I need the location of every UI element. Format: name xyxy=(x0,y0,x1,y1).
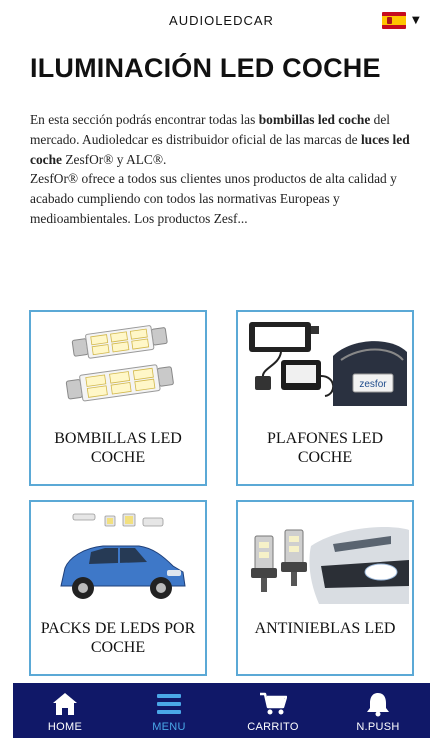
language-selector[interactable] xyxy=(382,12,420,29)
fog-light-bulbs-image xyxy=(241,506,411,606)
caret-down-icon: ▼ xyxy=(412,15,420,26)
category-label: BOMBILLAS LED COCHE xyxy=(54,430,182,466)
spain-flag-icon xyxy=(382,12,406,29)
bottom-nav xyxy=(13,683,430,738)
home-icon xyxy=(51,691,79,717)
category-card-antinieblas[interactable] xyxy=(236,500,414,676)
nav-label: HOME xyxy=(47,721,83,733)
nav-home[interactable] xyxy=(13,683,117,738)
intro-bold-luces: luces led coche xyxy=(30,131,410,167)
cart-icon xyxy=(259,691,287,717)
intro-text-part: ZesfOr® y ALC®. xyxy=(61,151,167,167)
zesfor-plate-text: zesfor xyxy=(359,379,387,390)
intro-text-part: En esta sección podrás encontrar todas las xyxy=(30,112,259,127)
nav-label: MENU xyxy=(152,721,186,733)
intro-text-part: ZesfOr® ofrece a todos sus clientes unos productos de alta calidad y acabado cumpliendo con todos las normativas Europeas y medioambientales. Los productos Zesf... xyxy=(30,171,397,226)
category-card-plafones[interactable] xyxy=(236,310,414,486)
nav-label: N.PUSH xyxy=(356,721,400,733)
car-led-pack-image xyxy=(43,508,193,608)
nav-cart[interactable] xyxy=(221,683,325,738)
brand-title[interactable]: AUDIOLEDCAR xyxy=(169,13,274,28)
nav-menu[interactable] xyxy=(117,683,221,738)
intro-bold-bombillas: bombillas led coche xyxy=(258,112,371,127)
category-card-packs[interactable] xyxy=(29,500,207,676)
top-bar xyxy=(0,0,443,44)
festoon-led-bulbs-image xyxy=(59,320,179,410)
category-label: ANTINIEBLAS LED xyxy=(254,620,396,637)
category-label: PACKS DE LEDS POR COCHE xyxy=(40,620,196,656)
intro-text xyxy=(30,110,410,229)
nav-label: CARRITO xyxy=(247,721,299,733)
category-card-bombillas[interactable] xyxy=(29,310,207,486)
license-plate-led-image xyxy=(241,316,411,411)
category-label: PLAFONES LED COCHE xyxy=(266,430,383,466)
intro-text-part: del mercado. Audioledcar es distribuidor oficial de las marcas de xyxy=(30,112,390,147)
page-title: ILUMINACIÓN LED COCHE xyxy=(30,53,381,83)
nav-push[interactable] xyxy=(326,683,430,738)
menu-icon xyxy=(155,691,183,717)
bell-icon xyxy=(364,691,392,717)
